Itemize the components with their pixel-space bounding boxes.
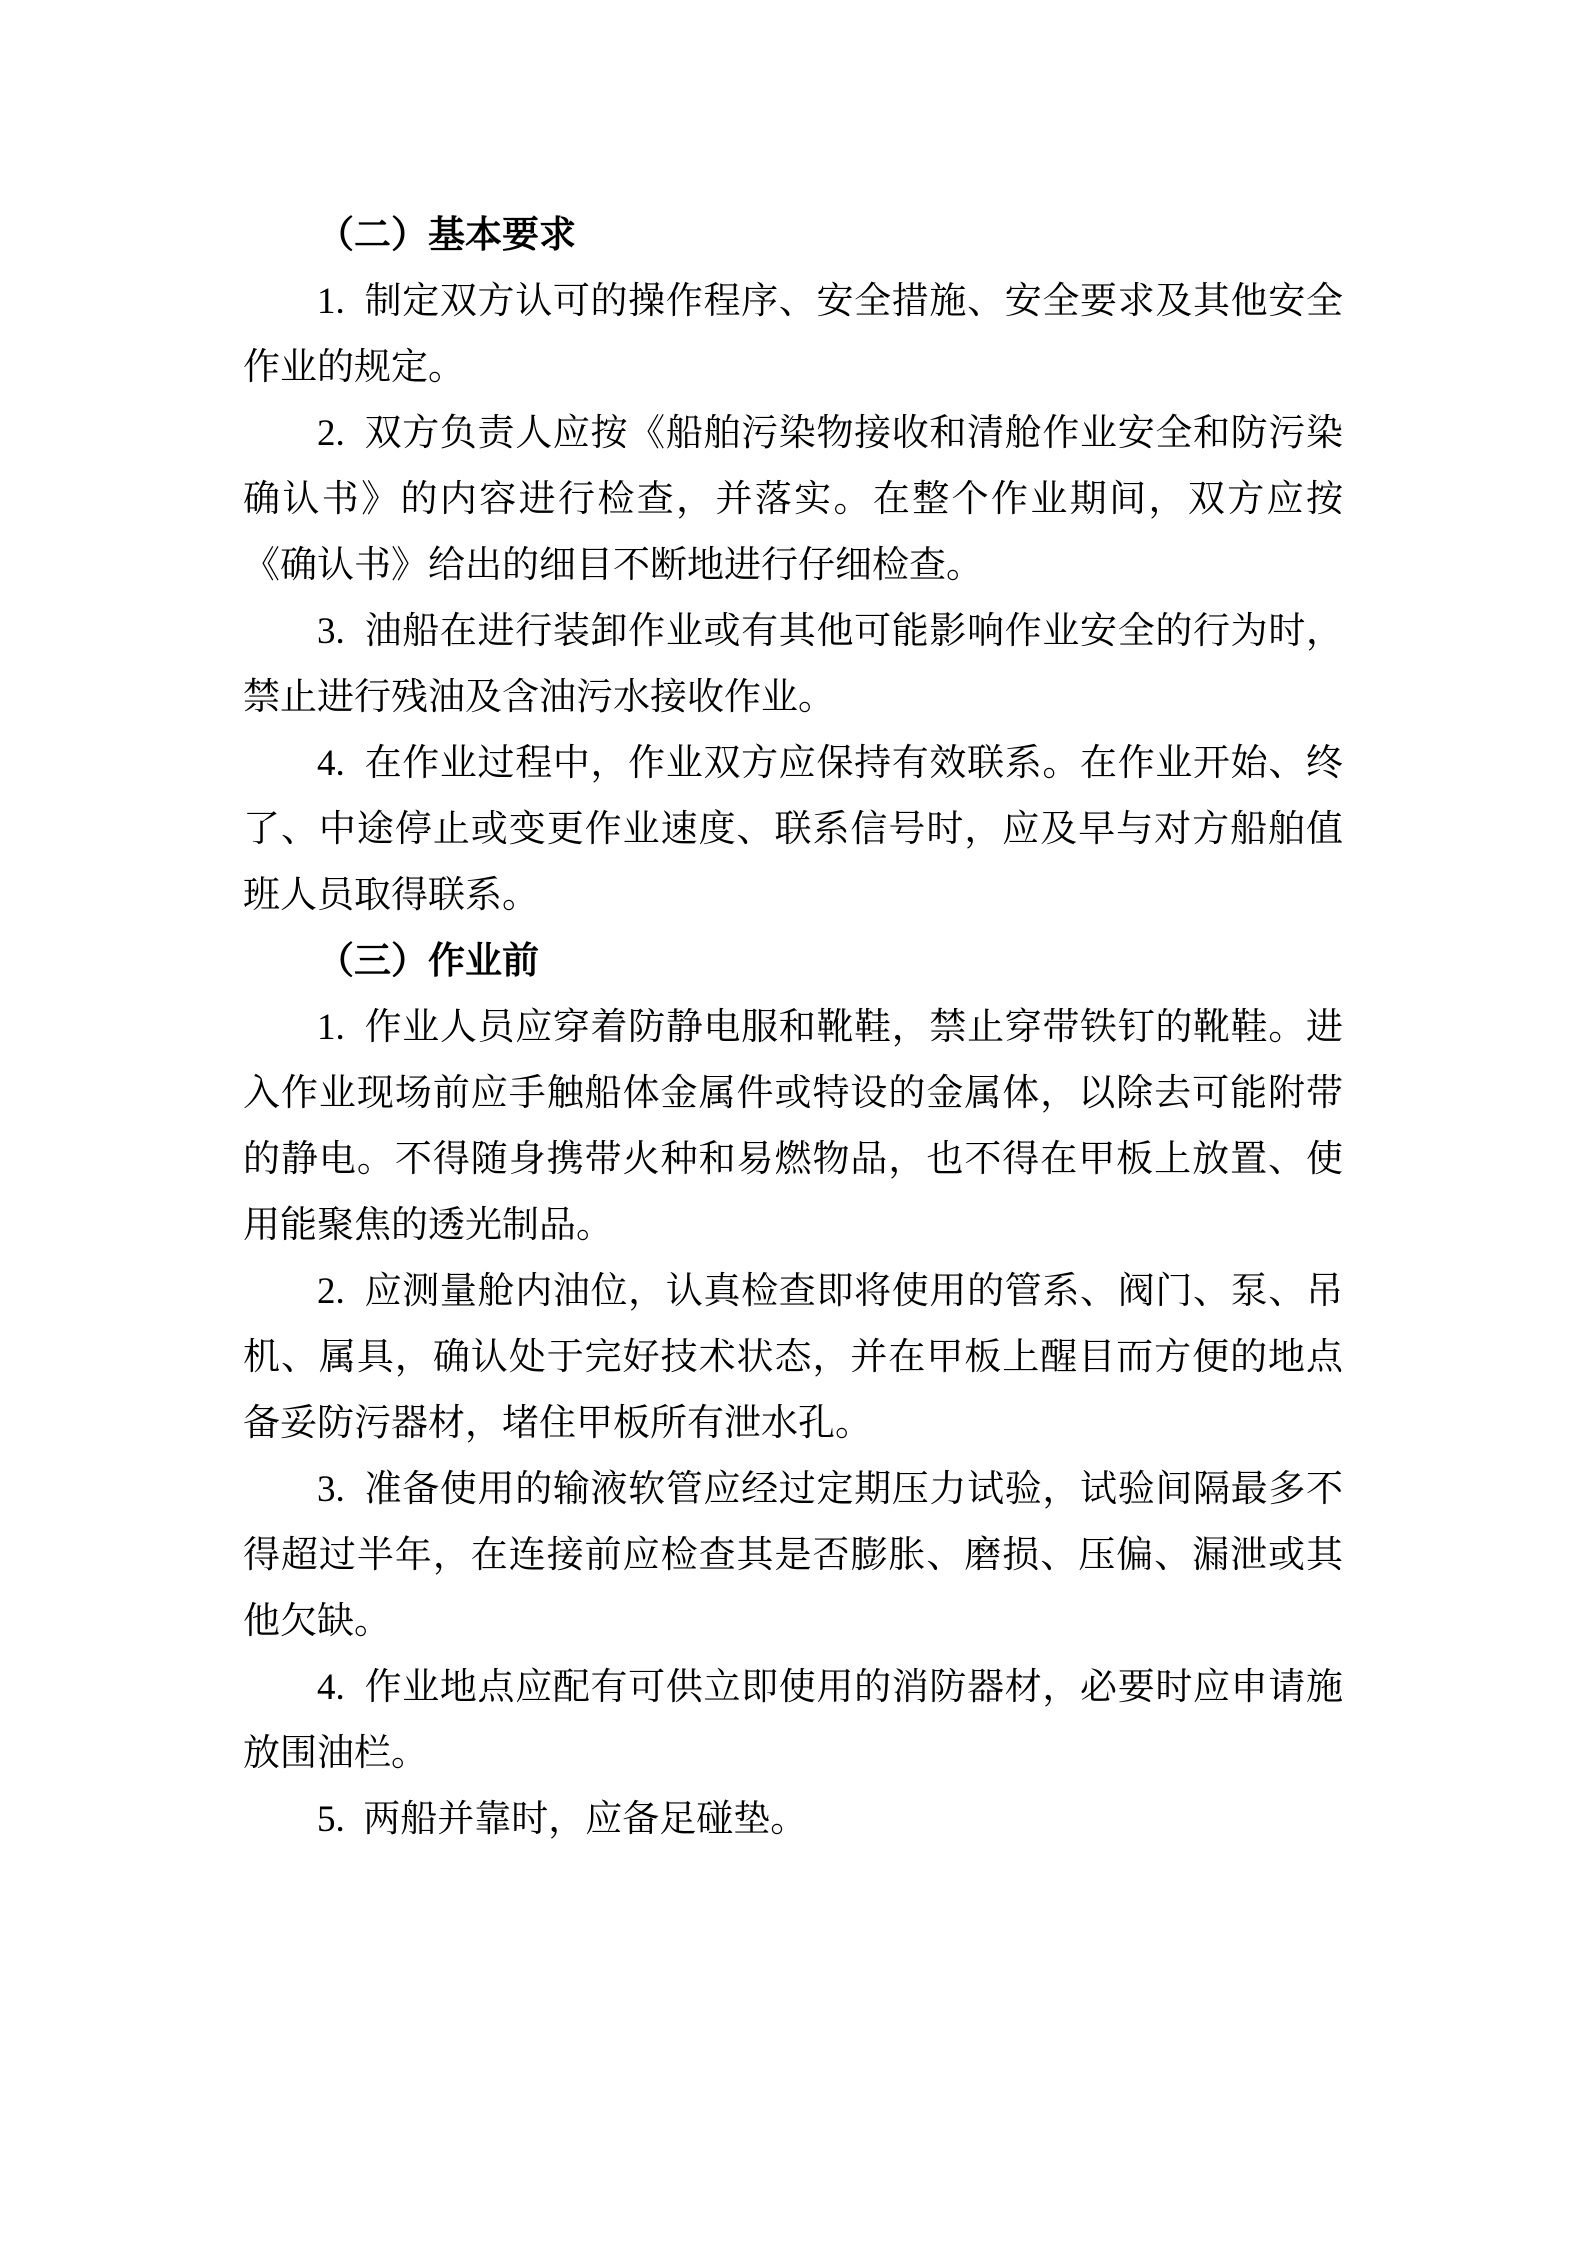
paragraph-item-9: 5. 两船并靠时，应备足碰垫。 bbox=[317, 1799, 808, 1840]
paragraph-item-7: 3. 准备使用的输液软管应经过定期压力试验，试验间隔最多不得超过半年，在连接前应检查其是否膨胀、磨损、压偏、漏泄或其他欠缺。 bbox=[243, 1469, 1343, 1642]
paragraph-item-1: 1. 制定双方认可的操作程序、安全措施、安全要求及其他安全作业的规定。 bbox=[243, 281, 1343, 388]
section-heading-basic-requirements: （二）基本要求 bbox=[317, 215, 576, 256]
paragraph-item-5: 1. 作业人员应穿着防静电服和靴鞋，禁止穿带铁钉的靴鞋。进入作业现场前应手触船体金属件或特设的金属体，以除去可能附带的静电。不得随身携带火种和易燃物品，也不得在甲板上放置、使用能聚焦的透光制品。 bbox=[243, 1007, 1343, 1246]
paragraph-item-3: 3. 油船在进行装卸作业或有其他可能影响作业安全的行为时，禁止进行残油及含油污水接收作业。 bbox=[243, 611, 1343, 718]
document-content bbox=[243, 203, 1343, 1853]
paragraph-item-8: 4. 作业地点应配有可供立即使用的消防器材，必要时应申请施放围油栏。 bbox=[243, 1667, 1343, 1774]
section-heading-before-operation: （三）作业前 bbox=[317, 941, 539, 982]
paragraph-item-4: 4. 在作业过程中，作业双方应保持有效联系。在作业开始、终了、中途停止或变更作业速度、联系信号时，应及早与对方船舶值班人员取得联系。 bbox=[243, 743, 1343, 916]
paragraph-item-6: 2. 应测量舱内油位，认真检查即将使用的管系、阀门、泵、吊机、属具，确认处于完好技术状态，并在甲板上醒目而方便的地点备妥防污器材，堵住甲板所有泄水孔。 bbox=[243, 1271, 1343, 1444]
paragraph-item-2: 2. 双方负责人应按《船舶污染物接收和清舱作业安全和防污染确认书》的内容进行检查，并落实。在整个作业期间，双方应按《确认书》给出的细目不断地进行仔细检查。 bbox=[243, 413, 1343, 586]
